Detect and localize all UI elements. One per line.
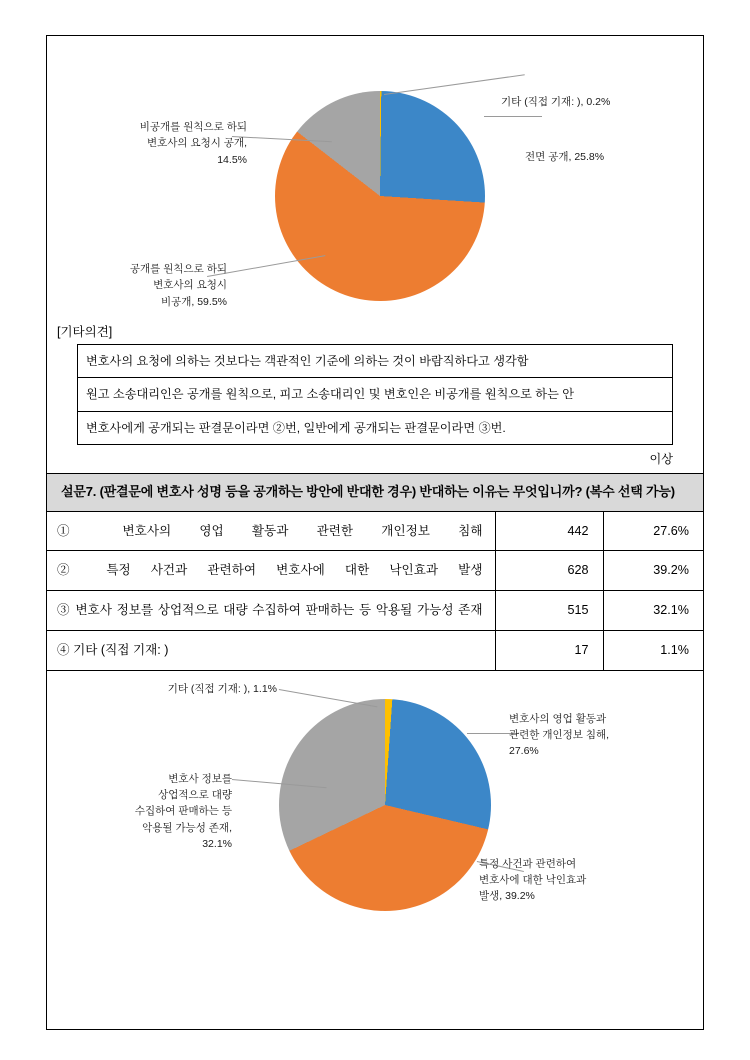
answer-percent: 32.1%	[603, 591, 703, 631]
answer-count: 628	[495, 551, 603, 591]
table-row	[47, 512, 703, 551]
answer-percent: 39.2%	[603, 551, 703, 591]
leader-line	[484, 116, 542, 117]
etc-opinion-cell: 변호사의 요청에 의하는 것보다는 객관적인 기준에 의하는 것이 바람직하다고 생각함	[78, 345, 673, 378]
pie-slice-label-closed-principle: 비공개를 원칙으로 하되 변호사의 요청시 공개, 14.5%	[139, 121, 247, 166]
pie-chart-1-graphic	[275, 91, 485, 301]
pie-slice-label-open-principle: 공개를 원칙으로 하되 변호사의 요청시 비공개, 59.5%	[129, 263, 227, 308]
etc-opinion-cell: 변호사에게 공개되는 판결문이라면 ②번, 일반에게 공개되는 판결문이라면 ③번.	[78, 411, 673, 444]
answer-label: ③ 변호사 정보를 상업적으로 대량 수집하여 판매하는 등 악용될 가능성 존재	[47, 591, 495, 631]
table-row	[78, 378, 673, 411]
answer-count: 515	[495, 591, 603, 631]
answer-label: ② 특정 사건과 관련하여 변호사에 대한 낙인효과 발생	[47, 551, 495, 591]
answer-percent: 27.6%	[603, 512, 703, 551]
table-row	[78, 411, 673, 444]
table-row	[47, 551, 703, 591]
document-page	[46, 35, 704, 1030]
table-row	[47, 591, 703, 631]
pie-chart-2	[47, 671, 703, 971]
etc-opinions-section	[47, 316, 703, 473]
section-ending-text: 이상	[649, 451, 673, 466]
answer-count: 17	[495, 630, 603, 670]
pie-slice-label-full-open: 전면 공개, 25.8%	[525, 151, 605, 163]
pie-chart-2-graphic	[279, 699, 491, 911]
table-row	[78, 345, 673, 378]
answer-percent: 1.1%	[603, 630, 703, 670]
answer-count: 442	[495, 512, 603, 551]
pie-slice-label-etc: 기타 (직접 기재: ), 1.1%	[167, 682, 277, 695]
etc-opinion-cell: 원고 소송대리인은 공개를 원칙으로, 피고 소송대리인 및 변호인은 비공개를 원칙으로 하는 안	[78, 378, 673, 411]
pie-slice-label-privacy: 변호사의 영업 활동과 관련한 개인정보 침해, 27.6%	[509, 712, 610, 758]
etc-opinions-table	[77, 344, 673, 445]
answers-table	[47, 512, 703, 671]
answer-label: ① 변호사의 영업 활동과 관련한 개인정보 침해	[47, 512, 495, 551]
pie-slice-label-stigma: 특정 사건과 관련하여 변호사에 대한 낙인효과 발생, 39.2%	[479, 857, 587, 903]
question-header: 설문7. (판결문에 변호사 성명 등을 공개하는 방안에 반대한 경우) 반대하는 이유는 무엇입니까? (복수 선택 가능)	[47, 473, 703, 512]
etc-opinions-heading: [기타의견]	[57, 325, 113, 339]
pie-chart-1	[47, 36, 703, 316]
table-row	[47, 630, 703, 670]
answer-label: ④ 기타 (직접 기재: )	[47, 630, 495, 670]
pie-slice-label-etc: 기타 (직접 기재: ), 0.2%	[501, 96, 611, 108]
pie-slice-label-commercial: 변호사 정보를 상업적으로 대량 수집하여 판매하는 등 악용될 가능성 존재, 32.1%	[134, 772, 232, 850]
